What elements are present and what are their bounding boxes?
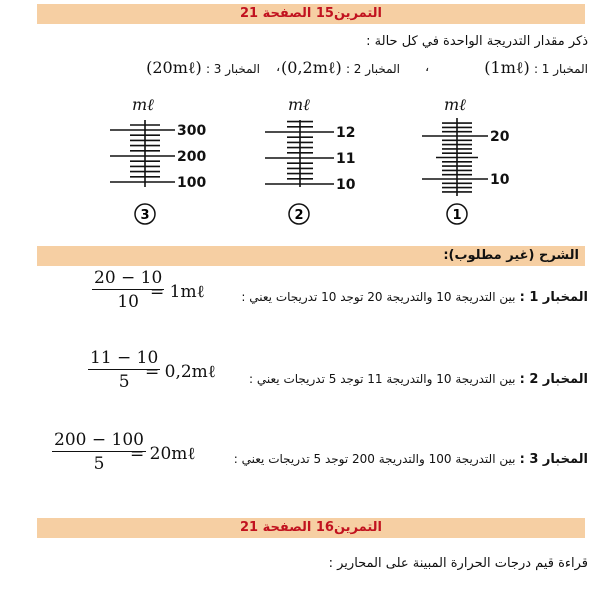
cylinder2-label-12: 12 [336, 125, 356, 141]
fraction-3-numerator: 200 − 100 [54, 430, 144, 450]
answer-item-1 [484, 58, 588, 78]
exercise15-title-banner [37, 4, 585, 24]
answer-value-2: (0,2mℓ) [281, 58, 342, 77]
answer-value-1: (1mℓ) [484, 58, 530, 77]
explanation-label-2: المخبار 2 : [519, 372, 588, 387]
result-3: = 20mℓ [130, 444, 196, 464]
explanation-text-1: بين التدريجة 10 والتدريجة 20 توجد 10 تدريجات يعني : [241, 290, 516, 304]
svg-text:1: 1 [452, 208, 462, 223]
explanation-item-1 [241, 290, 588, 305]
separator-2: ، [276, 60, 281, 75]
answer-value-3: (20mℓ) [146, 58, 202, 77]
graduated-cylinders-diagram [0, 92, 600, 232]
fraction-2-numerator: 11 − 10 [90, 348, 159, 368]
cylinder2-unit: mℓ [288, 95, 310, 114]
cylinder2-scale [265, 120, 334, 187]
exercise16-title-banner [37, 518, 585, 538]
cylinder1-scale [422, 118, 488, 196]
cylinder1-unit: mℓ [444, 95, 466, 114]
cylinder1-number-badge [447, 204, 467, 224]
explanation-text-3: بين التدريجة 100 والتدريجة 200 توجد 5 تدريجات يعني : [233, 452, 516, 466]
cylinder3-scale [110, 120, 175, 187]
exercise16-instruction: قراءة قيم درجات الحرارة المبينة على المحارير : [328, 556, 588, 571]
exercise16-title: التمرين16 الصفحة 21 [239, 520, 383, 535]
svg-text:2: 2 [294, 208, 304, 223]
fraction-1-denominator: 10 [117, 292, 139, 312]
exercise15-title: التمرين15 الصفحة 21 [239, 6, 383, 21]
fraction-1-numerator: 20 − 10 [94, 268, 163, 288]
result-1: = 1mℓ [150, 282, 205, 302]
explanation-label-1: المخبار 1 : [519, 290, 588, 305]
explanation-text-2: بين التدريجة 10 والتدريجة 11 توجد 5 تدريجات يعني : [249, 372, 516, 386]
exercise15-instruction: ذكر مقدار التدريجة الواحدة في كل حالة : [366, 34, 588, 49]
result-2: = 0,2mℓ [145, 362, 216, 382]
cylinder3-label-300: 300 [177, 123, 207, 139]
cylinder3-label-200: 200 [177, 149, 207, 165]
explanation-heading: الشرح (غير مطلوب): [443, 248, 579, 263]
cylinder3-number-badge [135, 204, 155, 224]
cylinder3-label-100: 100 [177, 175, 207, 191]
cylinder1-label-20: 20 [490, 129, 510, 145]
cylinder2-label-10: 10 [336, 177, 356, 193]
explanation-heading-banner [37, 246, 585, 266]
answer-label-2: المخبار 2 : [345, 62, 400, 76]
explanation-item-2 [249, 372, 588, 387]
cylinder3-unit: mℓ [132, 95, 154, 114]
separator-1: ، [425, 60, 430, 75]
svg-text:3: 3 [140, 208, 150, 223]
cylinder1-label-10: 10 [490, 172, 510, 188]
cylinder2-label-11: 11 [336, 151, 356, 167]
fraction-2-denominator: 5 [118, 372, 130, 392]
answer-label-3: المخبار 3 : [205, 62, 260, 76]
answer-label-1: المخبار 1 : [533, 62, 588, 76]
answer-item-2 [281, 58, 400, 78]
fraction-3-denominator: 5 [93, 454, 105, 474]
explanation-item-3 [234, 452, 588, 467]
answer-item-3 [146, 58, 260, 78]
explanation-label-3: المخبار 3 : [519, 452, 588, 467]
cylinder2-number-badge [289, 204, 309, 224]
